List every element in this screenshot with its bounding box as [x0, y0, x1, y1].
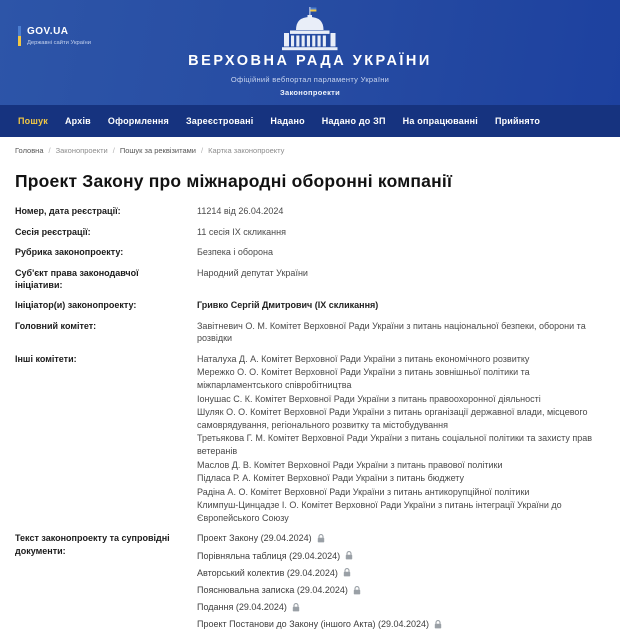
- gov-ua-logo[interactable]: [18, 26, 91, 46]
- detail-row-label: Ініціатор(и) законопроекту:: [15, 299, 137, 310]
- nav-item-1[interactable]: Архів: [64, 116, 91, 126]
- detail-value: 11 сесія IX скликання: [197, 226, 286, 237]
- gov-ua-subtitle: Державні сайти України: [27, 40, 91, 46]
- detail-row-values: [197, 246, 605, 260]
- breadcrumb-separator: /: [112, 146, 115, 155]
- detail-row-label: Текст законопроекту та супровідні документи:: [15, 533, 170, 557]
- nav-item-5[interactable]: Надано до ЗП: [321, 116, 386, 126]
- detail-value: Народний депутат України: [197, 267, 308, 278]
- detail-value: Радіна А. О. Комітет Верховної Ради України з питань антикорупційної політики: [197, 486, 530, 497]
- document-title: Проект Закону (29.04.2024): [197, 533, 312, 544]
- document-title: Подання (29.04.2024): [197, 601, 287, 612]
- detail-value: Шуляк О. О. Комітет Верховної Ради України з питань організації державної влади, місцевого самоврядування, регіонального розвитку та містобудування: [197, 407, 588, 430]
- detail-row-values: [197, 226, 605, 240]
- site-header: [0, 0, 620, 105]
- detail-value: Мережко О. О. Комітет Верховної Ради України з питань зовнішньої політики та міжпарламентського співробітництва: [197, 367, 530, 390]
- detail-row-label: Рубрика законопроекту:: [15, 247, 124, 258]
- document-title: Пояснювальна записка (29.04.2024): [197, 584, 348, 595]
- site-subtitle: Офіційний вебпортал парламенту України: [230, 75, 390, 84]
- detail-row-label: Суб'єкт права законодавчої ініціативи:: [15, 267, 139, 291]
- detail-value: Климпуш-Цинцадзе І. О. Комітет Верховної Ради України з питань інтеграції України до Європейського Союзу: [197, 500, 562, 523]
- detail-row: [15, 320, 605, 346]
- detail-row: [15, 267, 605, 292]
- nav-item-7[interactable]: Прийнято: [494, 116, 541, 126]
- detail-row-label: Інші комітети:: [15, 353, 77, 364]
- detail-row: [15, 299, 605, 313]
- parliament-building-icon: [277, 6, 343, 57]
- detail-row-label: Сесія реєстрації:: [15, 226, 91, 237]
- page-title: Проект Закону про міжнародні оборонні компанії: [15, 171, 453, 191]
- detail-value: Іонушас С. К. Комітет Верховної Ради України з питань правоохоронної діяльності: [197, 393, 541, 404]
- detail-row-values: [197, 299, 605, 313]
- site-title: ВЕРХОВНА РАДА УКРАЇНИ: [188, 53, 432, 69]
- main-nav: [0, 105, 620, 137]
- breadcrumb-item-2[interactable]: Пошук за реквізитами: [119, 146, 196, 155]
- lock-icon: [317, 534, 325, 543]
- lock-icon: [343, 568, 351, 577]
- gov-ua-flag-bar: [18, 26, 21, 46]
- breadcrumb-item-3[interactable]: Картка законопроекту: [208, 146, 285, 155]
- nav-item-3[interactable]: Зареєстровані: [185, 116, 254, 126]
- document-link[interactable]: [197, 618, 605, 631]
- detail-row-label: Номер, дата реєстрації:: [15, 206, 121, 216]
- lock-icon: [345, 551, 353, 560]
- detail-row-values: [197, 267, 605, 292]
- bill-details: [0, 205, 620, 635]
- document-link[interactable]: [197, 601, 605, 614]
- document-link[interactable]: [197, 584, 605, 597]
- detail-row-values: [197, 205, 605, 219]
- nav-item-0[interactable]: Пошук: [18, 116, 48, 126]
- detail-row: [15, 532, 605, 635]
- lock-icon: [353, 586, 361, 595]
- detail-row-values: [197, 353, 605, 526]
- detail-value: Наталуха Д. А. Комітет Верховної Ради України з питань економічного розвитку: [197, 353, 530, 364]
- detail-value: Завітневич О. М. Комітет Верховної Ради України з питань національної безпеки, оборони та розвідки: [197, 320, 586, 344]
- document-link[interactable]: [197, 550, 605, 563]
- detail-row: [15, 226, 605, 240]
- document-title: Порівняльна таблиця (29.04.2024): [197, 550, 341, 561]
- document-title: Авторський колектив (29.04.2024): [197, 567, 338, 578]
- breadcrumb-separator: /: [48, 146, 51, 155]
- detail-row-label: Головний комітет:: [15, 320, 97, 331]
- detail-row: [15, 205, 605, 219]
- detail-row-values: [197, 320, 605, 346]
- detail-row: [15, 353, 605, 526]
- breadcrumb-separator: /: [200, 146, 204, 155]
- detail-value: Підласа Р. А. Комітет Верховної Ради України з питань бюджету: [197, 473, 465, 484]
- detail-value: Маслов Д. В. Комітет Верховної Ради України з питань правової політики: [197, 459, 503, 470]
- nav-item-6[interactable]: На опрацюванні: [402, 116, 478, 126]
- detail-value: 11214 від 26.04.2024: [197, 206, 284, 216]
- gov-ua-title: GOV.UA: [27, 26, 69, 37]
- breadcrumb: [0, 137, 620, 161]
- detail-value: Безпека і оборона: [197, 247, 274, 258]
- breadcrumb-item-1[interactable]: Законопроекти: [55, 146, 108, 155]
- nav-item-4[interactable]: Надано: [270, 116, 305, 126]
- detail-value: Гривко Сергій Дмитрович (ІХ скликання): [197, 299, 379, 310]
- detail-row: [15, 246, 605, 260]
- document-link[interactable]: [197, 532, 605, 545]
- lock-icon: [434, 620, 442, 629]
- breadcrumb-item-0[interactable]: Головна: [15, 146, 44, 155]
- site-section-label: Законопроекти: [279, 88, 341, 97]
- detail-value: Третьякова Г. М. Комітет Верховної Ради України з питань соціальної політики та захисту прав ветеранів: [197, 433, 593, 456]
- document-link[interactable]: [197, 567, 605, 580]
- lock-icon: [292, 603, 300, 612]
- nav-item-2[interactable]: Оформлення: [107, 116, 169, 126]
- detail-row-values: [197, 532, 605, 635]
- document-title: Проект Постанови до Закону (іншого Акта) (29.04.2024): [197, 618, 430, 629]
